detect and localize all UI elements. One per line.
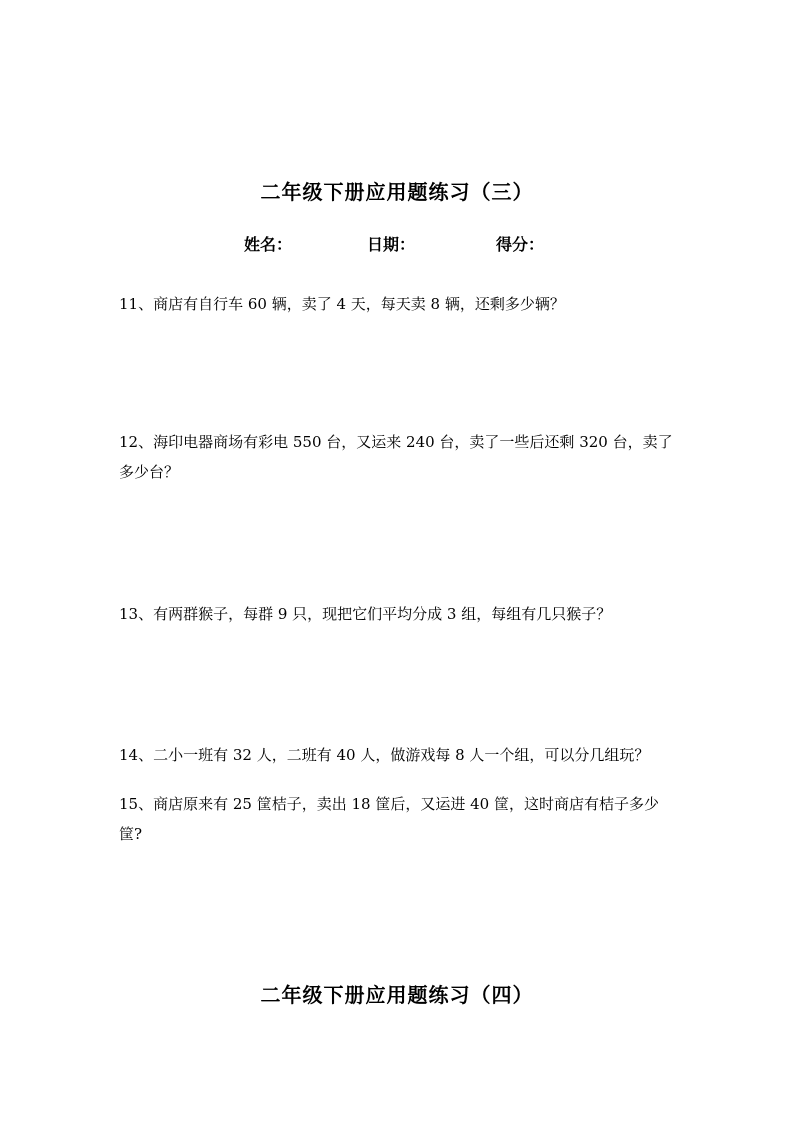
- student-info-row: [0, 237, 794, 257]
- name-label: 姓名：: [244, 235, 293, 254]
- worksheet-title: 二年级下册应用题练习（三）: [260, 180, 534, 204]
- date-label: 日期：: [367, 235, 416, 254]
- score-label: 得分：: [496, 235, 545, 254]
- question-14: 14、二小一班有 32 人，二班有 40 人，做游戏每 8 人一个组，可以分几组玩？: [119, 746, 650, 764]
- question-15: 15、商店原来有 25 筐桔子，卖出 18 筐后，又运进 40 筐，这时商店有桔子多少筐?: [119, 795, 659, 843]
- question-11: 11、商店有自行车 60 辆，卖了 4 天，每天卖 8 辆，还剩多少辆？: [119, 295, 565, 313]
- question-12: 12、海印电器商场有彩电 550 台，又运来 240 台，卖了一些后还剩 320 台，卖了多少台？: [119, 433, 673, 481]
- question-13: 13、有两群猴子，每群 9 只，现把它们平均分成 3 组，每组有几只猴子？: [119, 605, 612, 623]
- next-worksheet-title: 二年级下册应用题练习（四）: [260, 983, 534, 1007]
